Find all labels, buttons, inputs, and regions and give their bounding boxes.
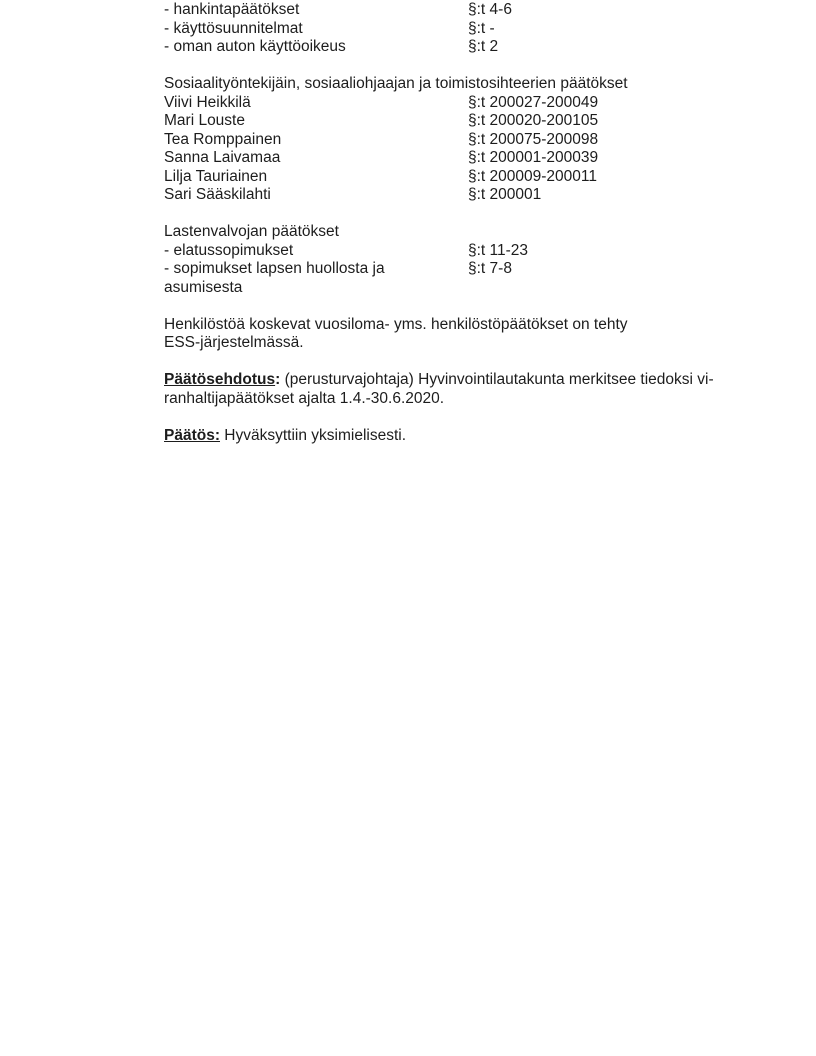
list-item-social-worker	[164, 186, 736, 205]
child-supervisor-heading: Lastenvalvojan päätökset	[164, 223, 339, 240]
decision-proposal-colon: :	[275, 371, 281, 388]
list-item-child-supervisor	[164, 242, 736, 261]
list-item-procurement	[164, 38, 736, 57]
item-label: - hankintapäätökset	[164, 1, 300, 18]
person-name: Lilja Tauriainen	[164, 167, 268, 185]
personnel-note-line: ESS-järjestelmässä.	[164, 334, 304, 351]
list-item-social-worker	[164, 112, 736, 131]
social-workers-heading: Sosiaalityöntekijäin, sosiaaliohjaajan ja toimistosihteerien päätökset	[164, 75, 628, 92]
item-section-numbers: §:t 200027-200049	[468, 93, 599, 111]
person-name: Mari Louste	[164, 112, 245, 129]
item-section-numbers: §:t 11-23	[468, 241, 529, 259]
item-label: - elatussopimukset	[164, 241, 294, 259]
spacer	[164, 297, 736, 316]
item-section-numbers: §:t 200020-200105	[468, 112, 599, 129]
list-item-social-worker	[164, 168, 736, 187]
item-label: - käyttösuunnitelmat	[164, 19, 303, 37]
person-name: Tea Romppainen	[164, 130, 282, 148]
item-section-numbers: §:t 200001	[468, 186, 542, 203]
item-section-numbers: §:t 2	[468, 38, 499, 55]
item-label-continuation: asumisesta	[164, 278, 243, 296]
item-label: - oman auton käyttöoikeus	[164, 38, 346, 55]
list-item-procurement	[164, 1, 736, 20]
item-label: - sopimukset lapsen huollosta ja	[164, 260, 385, 277]
spacer	[164, 408, 736, 427]
list-item-social-worker	[164, 94, 736, 113]
item-section-numbers: §:t 7-8	[468, 260, 512, 277]
decision-text: Hyväksyttiin yksimielisesti.	[220, 426, 407, 444]
person-name: Sanna Laivamaa	[164, 149, 281, 166]
item-section-numbers: §:t 200009-200011	[468, 167, 597, 185]
decision-label: Päätös:	[164, 426, 220, 444]
list-item-social-worker	[164, 149, 736, 168]
spacer	[164, 353, 736, 372]
list-item-child-supervisor	[164, 260, 736, 279]
decision-proposal-text: (perusturvajohtaja) Hyvinvointilautakunta merkitsee tiedoksi vi-	[280, 371, 714, 388]
item-section-numbers: §:t 200001-200039	[468, 149, 599, 166]
item-section-numbers: §:t 4-6	[468, 1, 512, 18]
decision-proposal-label: Päätösehdotus	[164, 371, 276, 388]
item-section-numbers: §:t -	[468, 19, 495, 37]
spacer	[164, 205, 736, 224]
personnel-note-line: Henkilöstöä koskevat vuosiloma- yms. henkilöstöpäätökset on tehty	[164, 315, 628, 333]
person-name: Viivi Heikkilä	[164, 93, 251, 111]
person-name: Sari Sääskilahti	[164, 186, 271, 203]
decision-proposal-line	[164, 371, 736, 390]
decision-line	[164, 427, 736, 446]
item-section-numbers: §:t 200075-200098	[468, 130, 599, 148]
list-item-procurement	[164, 20, 736, 39]
decision-proposal-line: ranhaltijapäätökset ajalta 1.4.-30.6.2020.	[164, 389, 445, 407]
spacer	[164, 57, 736, 76]
list-item-social-worker	[164, 131, 736, 150]
